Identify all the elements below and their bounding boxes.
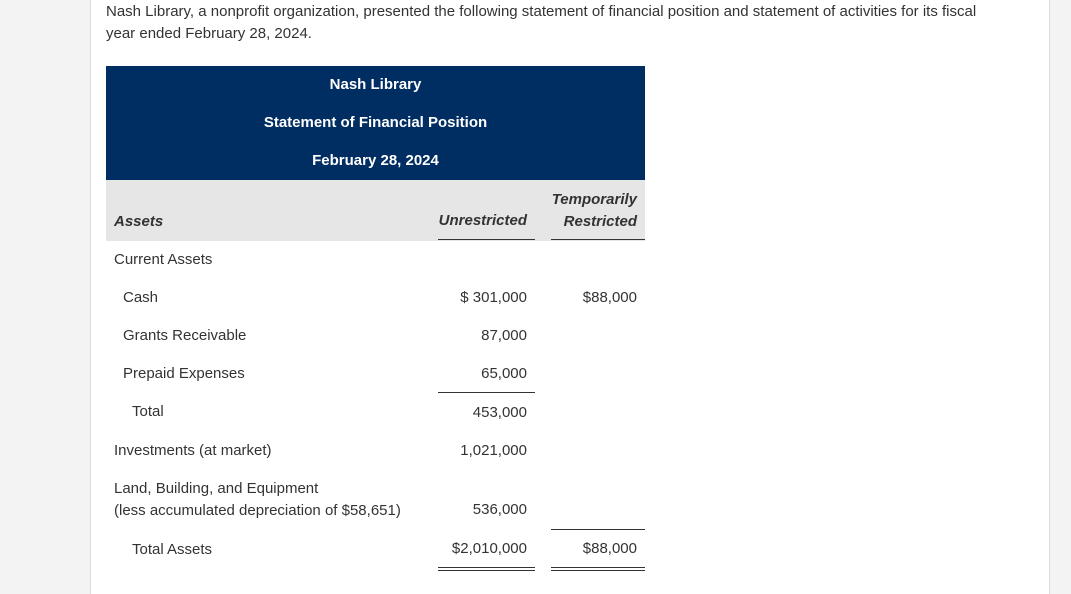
temp-subtotal-rule — [551, 529, 645, 530]
total-assets-unrestricted: $2,010,000 — [451, 540, 527, 557]
cash-label: Cash — [123, 289, 159, 306]
land-label-line-2: (less accumulated depreciation of $58,651) — [114, 502, 401, 519]
statement-title: Statement of Financial Position — [263, 114, 488, 131]
land-label-line-1: Land, Building, and Equipment — [114, 480, 319, 497]
assets-header: Assets — [114, 213, 164, 230]
total-assets-temporarily: $88,000 — [582, 540, 637, 557]
intro-line-1: Nash Library, a nonprofit organization, presented the following statement of financial position and statement of activities for its fiscal — [106, 3, 977, 20]
statement-header — [106, 66, 645, 180]
unrestricted-column-header — [438, 180, 535, 240]
cash-unrestricted: $ 301,000 — [460, 289, 527, 306]
temp-label-line-1: Temporarily — [551, 191, 637, 208]
intro-text — [106, 1, 1046, 45]
investments-label: Investments (at market) — [114, 442, 272, 459]
double-rule-unrestricted-bottom — [438, 570, 535, 571]
unrestricted-label: Unrestricted — [438, 212, 527, 229]
total-assets-label: Total Assets — [132, 541, 213, 558]
prepaid-expenses-unrestricted: 65,000 — [481, 365, 527, 382]
current-assets-heading: Current Assets — [114, 251, 213, 268]
grants-receivable-label: Grants Receivable — [123, 327, 247, 344]
org-name: Nash Library — [329, 76, 422, 93]
cash-temporarily: $88,000 — [582, 289, 637, 306]
temp-label-line-2: Restricted — [563, 213, 637, 230]
double-rule-temporarily-top — [551, 567, 645, 568]
double-rule-unrestricted-top — [438, 567, 535, 568]
column-header-row — [106, 180, 645, 241]
temporarily-restricted-label — [552, 189, 637, 233]
land-unrestricted: 536,000 — [472, 501, 527, 518]
prepaid-expenses-label: Prepaid Expenses — [123, 365, 245, 382]
double-rule-temporarily-bottom — [551, 570, 645, 571]
current-total-label: Total — [132, 403, 164, 420]
statement-date: February 28, 2024 — [312, 152, 439, 169]
grants-receivable-unrestricted: 87,000 — [481, 327, 527, 344]
investments-unrestricted: 1,021,000 — [460, 442, 527, 459]
temporarily-restricted-column-header — [551, 180, 645, 240]
subtotal-rule — [438, 392, 535, 393]
current-total-unrestricted: 453,000 — [472, 404, 527, 421]
intro-line-2: year ended February 28, 2024. — [106, 25, 312, 42]
